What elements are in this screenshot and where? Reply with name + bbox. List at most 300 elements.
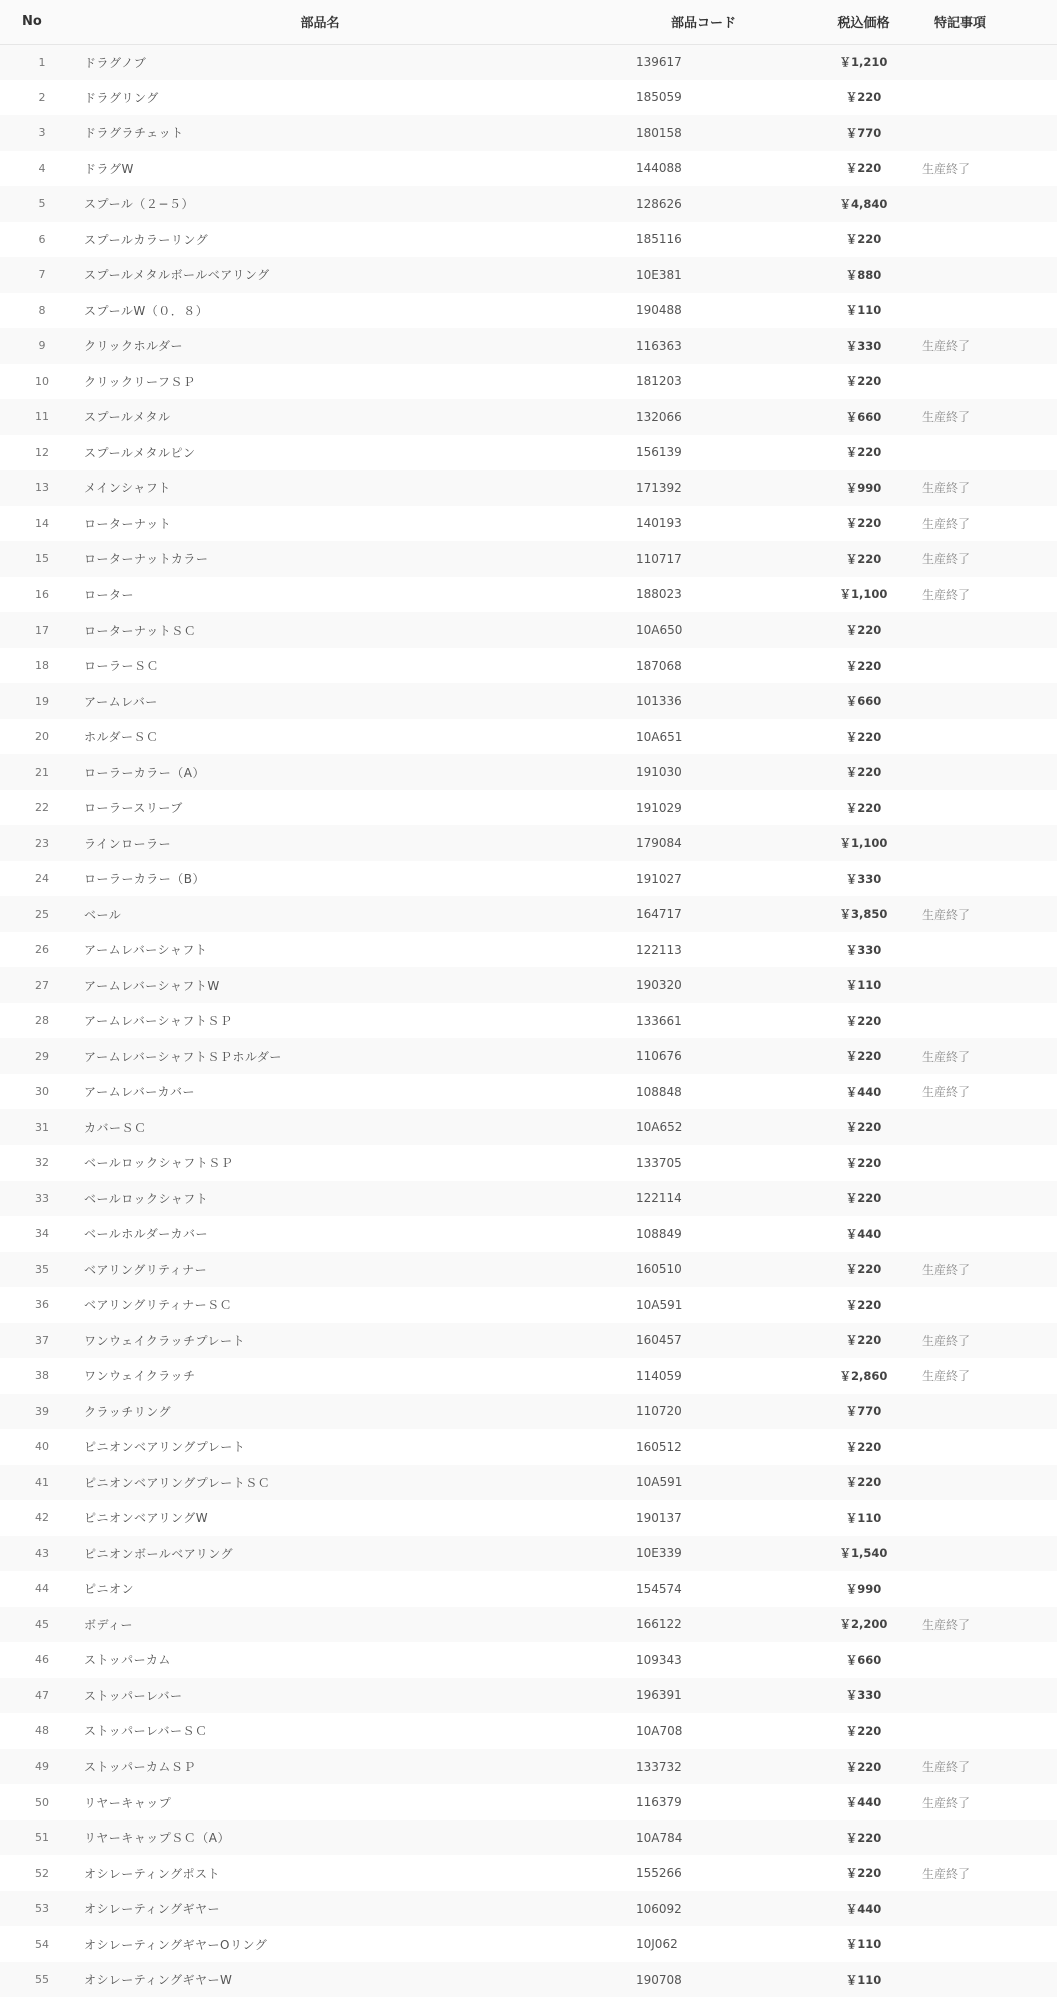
part-name: ベール [84,907,122,922]
price: ￥660 [845,1652,882,1667]
part-code: 155266 [636,1866,682,1881]
part-code: 190320 [636,978,682,993]
note [922,80,1057,116]
part-name: スプール（２−５） [84,197,194,212]
note: 生産終了 [922,481,971,496]
note [922,1713,1057,1749]
price: ￥1,210 [839,55,888,69]
row-no: 6 [38,232,46,246]
price: ￥220 [845,1439,882,1454]
note [922,293,1057,329]
table-body [0,44,1057,1997]
table-row [0,719,1057,755]
note: 生産終了 [922,587,971,602]
part-code: 171392 [636,480,682,495]
table-row [0,151,1057,187]
price: ￥660 [845,409,882,424]
table-row [0,648,1057,684]
price: ￥330 [845,338,882,353]
header-part-name: 部品名 [84,0,636,44]
table-row [0,1962,1057,1998]
part-code: 156139 [636,445,682,460]
row-no: 5 [38,197,46,211]
table-row [0,1216,1057,1252]
part-code: 164717 [636,907,682,922]
part-code: 10E381 [636,267,682,282]
note [922,1642,1057,1678]
part-name: アームレバーシャフトW [84,978,220,993]
row-no: 3 [38,126,46,140]
part-code: 139617 [636,55,682,69]
part-code: 190488 [636,303,682,318]
part-name: アームレバーシャフトＳＰホルダー [84,1049,282,1064]
price: ￥220 [845,1262,882,1277]
row-no: 43 [35,1546,49,1560]
price: ￥330 [845,871,882,886]
part-code: 10A784 [636,1830,683,1845]
table-row [0,1145,1057,1181]
note [922,754,1057,790]
note [922,683,1057,719]
table-row [0,1323,1057,1359]
part-code: 180158 [636,125,682,140]
part-name: アームレバー [84,694,158,709]
table-row [0,932,1057,968]
table-row [0,1465,1057,1501]
note [922,1465,1057,1501]
part-name: スプールW（０．８） [84,303,209,318]
table-row [0,790,1057,826]
table-row [0,1642,1057,1678]
row-no: 47 [35,1688,49,1702]
part-name: ドラグリング [84,90,159,105]
table-row [0,399,1057,435]
table-row [0,967,1057,1003]
part-name: オシレーティングギヤー [84,1902,221,1917]
row-no: 34 [35,1227,49,1241]
note [922,719,1057,755]
row-no: 18 [35,659,49,673]
price: ￥220 [845,90,882,105]
part-name: スプールカラーリング [84,232,209,247]
part-code: 190708 [636,1972,682,1987]
part-code: 122114 [636,1191,682,1206]
header-price: 税込価格 [805,0,922,44]
row-no: 20 [35,730,49,744]
price: ￥880 [845,267,882,282]
row-no: 38 [35,1369,49,1383]
row-no: 35 [35,1262,49,1276]
part-code: 10A652 [636,1120,683,1135]
part-name: リヤーキャップＳＣ（A） [84,1831,230,1846]
note [922,44,1057,80]
price: ￥3,850 [839,907,888,922]
note [922,825,1057,861]
part-name: ベアリングリティナーＳＣ [84,1298,233,1313]
part-name: ローラーＳＣ [84,659,160,674]
row-no: 46 [35,1653,49,1667]
price: ￥220 [845,1723,882,1738]
row-no: 30 [35,1085,49,1099]
part-name: クラッチリング [84,1404,172,1419]
note: 生産終了 [922,1085,971,1100]
part-name: アームレバーシャフトＳＰ [84,1014,233,1029]
row-no: 2 [38,90,46,104]
part-code: 132066 [636,409,682,424]
row-no: 24 [35,872,49,886]
row-no: 9 [38,339,46,353]
part-name: ドラグラチェット [84,126,184,141]
row-no: 12 [35,445,49,459]
note [922,1820,1057,1856]
table-row [0,1784,1057,1820]
part-code: 109343 [636,1652,682,1667]
part-code: 160512 [636,1439,682,1454]
price: ￥770 [845,1404,882,1419]
note [922,1678,1057,1714]
table-row [0,257,1057,293]
price: ￥220 [845,1155,882,1170]
row-no: 33 [35,1191,49,1205]
note: 生産終了 [922,1369,971,1384]
part-code: 116363 [636,338,682,353]
price: ￥220 [845,1297,882,1312]
part-code: 133705 [636,1155,682,1170]
table-row [0,1926,1057,1962]
row-no: 4 [38,161,46,175]
row-no: 10 [35,374,49,388]
price: ￥220 [845,551,882,566]
note [922,222,1057,258]
part-code: 185116 [636,232,682,247]
note: 生産終了 [922,339,971,354]
table-row [0,754,1057,790]
part-code: 185059 [636,90,682,105]
row-no: 13 [35,481,49,495]
price: ￥330 [845,942,882,957]
table-row [0,1500,1057,1536]
part-name: ピニオンベアリングW [84,1511,209,1526]
table-row [0,1820,1057,1856]
table-row [0,1678,1057,1714]
part-code: 110720 [636,1404,682,1419]
note [922,1216,1057,1252]
price: ￥1,540 [839,1546,888,1561]
price: ￥220 [845,1333,882,1348]
note: 生産終了 [922,1049,971,1064]
part-code: 133661 [636,1013,682,1028]
table-row [0,1287,1057,1323]
table-row [0,364,1057,400]
price: ￥220 [845,161,882,176]
header-part-code: 部品コード [636,0,805,44]
table-row [0,470,1057,506]
part-code: 191029 [636,800,682,815]
row-no: 27 [35,978,49,992]
row-no: 16 [35,587,49,601]
note [922,790,1057,826]
price: ￥220 [845,800,882,815]
price: ￥770 [845,125,882,140]
part-name: ローターナットカラー [84,552,209,567]
part-name: クリックホルダー [84,339,184,354]
table-row [0,1394,1057,1430]
price: ￥440 [845,1795,882,1810]
header-note: 特記事項 [922,0,1057,44]
part-name: アームレバーカバー [84,1085,196,1100]
table-row [0,328,1057,364]
part-name: ストッパーカムＳＰ [84,1760,196,1774]
table-row [0,435,1057,471]
price: ￥2,860 [839,1368,888,1383]
table-row [0,577,1057,613]
price: ￥220 [845,1866,882,1881]
part-code: 144088 [636,161,682,176]
price: ￥330 [845,1688,882,1703]
row-no: 49 [35,1760,49,1773]
table-row [0,1038,1057,1074]
row-no: 40 [35,1440,49,1454]
price: ￥220 [845,729,882,744]
row-no: 55 [35,1973,49,1987]
part-name: ラインローラー [84,836,172,851]
price: ￥220 [845,623,882,637]
table-row [0,293,1057,329]
row-no: 28 [35,1014,49,1028]
row-no: 41 [35,1475,49,1489]
part-name: オシレーティングポスト [84,1866,221,1881]
note [922,1145,1057,1181]
part-code: 187068 [636,658,682,673]
table-row [0,1749,1057,1785]
price: ￥220 [845,1120,882,1135]
part-code: 160457 [636,1333,682,1348]
table-row [0,1855,1057,1891]
note: 生産終了 [922,1617,971,1632]
part-name: カバーＳＣ [84,1120,147,1135]
note [922,648,1057,684]
row-no: 21 [35,765,49,779]
note [922,861,1057,897]
price: ￥1,100 [839,836,888,851]
row-no: 54 [35,1937,49,1951]
note [922,1891,1057,1927]
part-name: ローラーカラー（A） [84,765,205,780]
row-no: 37 [35,1333,49,1347]
table-row [0,1571,1057,1607]
part-code: 10A591 [636,1475,683,1490]
part-name: ストッパーレバー [84,1688,183,1703]
note: 生産終了 [922,1866,971,1881]
row-no: 23 [35,836,49,850]
price: ￥110 [845,1972,882,1987]
part-name: スプールメタル [84,410,171,425]
part-code: 10E339 [636,1546,682,1561]
part-code: 191030 [636,765,682,780]
part-name: ピニオンベアリングプレート [84,1440,246,1455]
table-row [0,1074,1057,1110]
table-row [0,683,1057,719]
part-code: 140193 [636,516,682,531]
part-code: 181203 [636,374,682,389]
row-no: 19 [35,694,49,708]
part-name: ローターナット [84,516,172,531]
part-name: スプールメタルボールベアリング [84,268,270,283]
price: ￥110 [845,1510,882,1525]
row-no: 29 [35,1049,49,1063]
part-name: ベールロックシャフト [84,1191,209,1206]
part-code: 188023 [636,587,682,602]
row-no: 1 [38,55,46,69]
price: ￥220 [845,1013,882,1028]
note [922,1287,1057,1323]
price: ￥110 [845,1937,882,1952]
part-name: ピニオンボールベアリング [84,1546,234,1561]
note [922,186,1057,222]
price: ￥440 [845,1084,882,1099]
part-name: メインシャフト [84,481,171,496]
price: ￥440 [845,1226,882,1241]
price: ￥220 [845,445,882,460]
row-no: 14 [35,516,49,530]
part-code: 110717 [636,551,682,566]
price: ￥660 [845,694,882,709]
part-name: ローラースリーブ [84,801,183,816]
part-code: 108848 [636,1084,682,1099]
part-code: 10A708 [636,1723,683,1738]
note: 生産終了 [922,1760,971,1774]
part-code: 196391 [636,1688,682,1703]
table-row [0,186,1057,222]
note [922,1926,1057,1962]
note [922,115,1057,151]
part-code: 160510 [636,1262,682,1277]
part-code: 191027 [636,871,682,886]
part-name: ベアリングリティナー [84,1262,208,1277]
row-no: 31 [35,1120,49,1134]
note [922,612,1057,648]
row-no: 7 [38,268,46,282]
note [922,932,1057,968]
table-row [0,1429,1057,1465]
price: ￥220 [845,232,882,247]
part-code: 106092 [636,1901,682,1916]
part-name: ドラグW [84,161,134,176]
note: 生産終了 [922,516,971,531]
part-code: 101336 [636,694,682,709]
price: ￥220 [845,1191,882,1206]
part-code: 110676 [636,1049,682,1064]
price: ￥4,840 [839,196,888,211]
part-code: 116379 [636,1795,682,1810]
table-row [0,1109,1057,1145]
price: ￥220 [845,1049,882,1064]
header-row [0,0,1057,44]
part-name: ホルダーＳＣ [84,730,159,745]
row-no: 39 [35,1404,49,1418]
price: ￥2,200 [839,1617,888,1632]
note: 生産終了 [922,410,971,425]
part-name: ボディー [84,1617,134,1632]
part-code: 114059 [636,1368,682,1383]
table-row [0,222,1057,258]
note [922,1181,1057,1217]
row-no: 26 [35,943,49,957]
note [922,435,1057,471]
note: 生産終了 [922,1333,971,1348]
note: 生産終了 [922,552,971,567]
part-name: ストッパーカム [84,1653,171,1668]
price: ￥220 [845,1475,882,1490]
note [922,1429,1057,1465]
row-no: 22 [35,801,49,815]
table-row [0,1891,1057,1927]
price: ￥110 [845,978,882,993]
row-no: 36 [35,1298,49,1312]
row-no: 8 [38,303,46,317]
part-name: スプールメタルピン [84,445,196,460]
table-row [0,80,1057,116]
table-row [0,1003,1057,1039]
price: ￥440 [845,1901,882,1916]
part-name: オシレーティングギヤーW [84,1973,233,1988]
part-name: ローラーカラー（B） [84,872,205,887]
part-name: リヤーキャップ [84,1795,172,1810]
note [922,1500,1057,1536]
table-row [0,896,1057,932]
part-name: ワンウェイクラッチプレート [84,1333,246,1348]
part-name: クリックリーフＳＰ [84,374,196,389]
table-row [0,612,1057,648]
table-row [0,825,1057,861]
row-no: 11 [35,410,49,424]
table-row [0,1536,1057,1572]
note: 生産終了 [922,1795,971,1810]
price: ￥220 [845,1830,882,1845]
part-name: ピニオン [84,1582,135,1597]
part-name: ワンウェイクラッチ [84,1369,196,1384]
header-no: No [0,0,84,44]
table-row [0,1181,1057,1217]
row-no: 50 [35,1795,49,1809]
table-row [0,861,1057,897]
part-code: 166122 [636,1617,682,1632]
part-code: 10A591 [636,1297,683,1312]
part-code: 154574 [636,1581,682,1596]
row-no: 32 [35,1156,49,1170]
note [922,1962,1057,1998]
note [922,967,1057,1003]
price: ￥220 [845,516,882,531]
note [922,364,1057,400]
part-name: アームレバーシャフト [84,943,208,958]
row-no: 53 [35,1902,49,1916]
part-code: 128626 [636,196,682,211]
table-row [0,1713,1057,1749]
part-name: ローターナットＳＣ [84,623,197,638]
note [922,1109,1057,1145]
table-row [0,1252,1057,1288]
note: 生産終了 [922,1262,971,1277]
table-row [0,541,1057,577]
part-name: ストッパーレバーＳＣ [84,1724,208,1739]
note: 生産終了 [922,161,971,176]
part-name: ベールロックシャフトＳＰ [84,1156,234,1171]
table-header [0,0,1057,44]
table-row [0,1607,1057,1643]
price: ￥220 [845,765,882,780]
note [922,1394,1057,1430]
